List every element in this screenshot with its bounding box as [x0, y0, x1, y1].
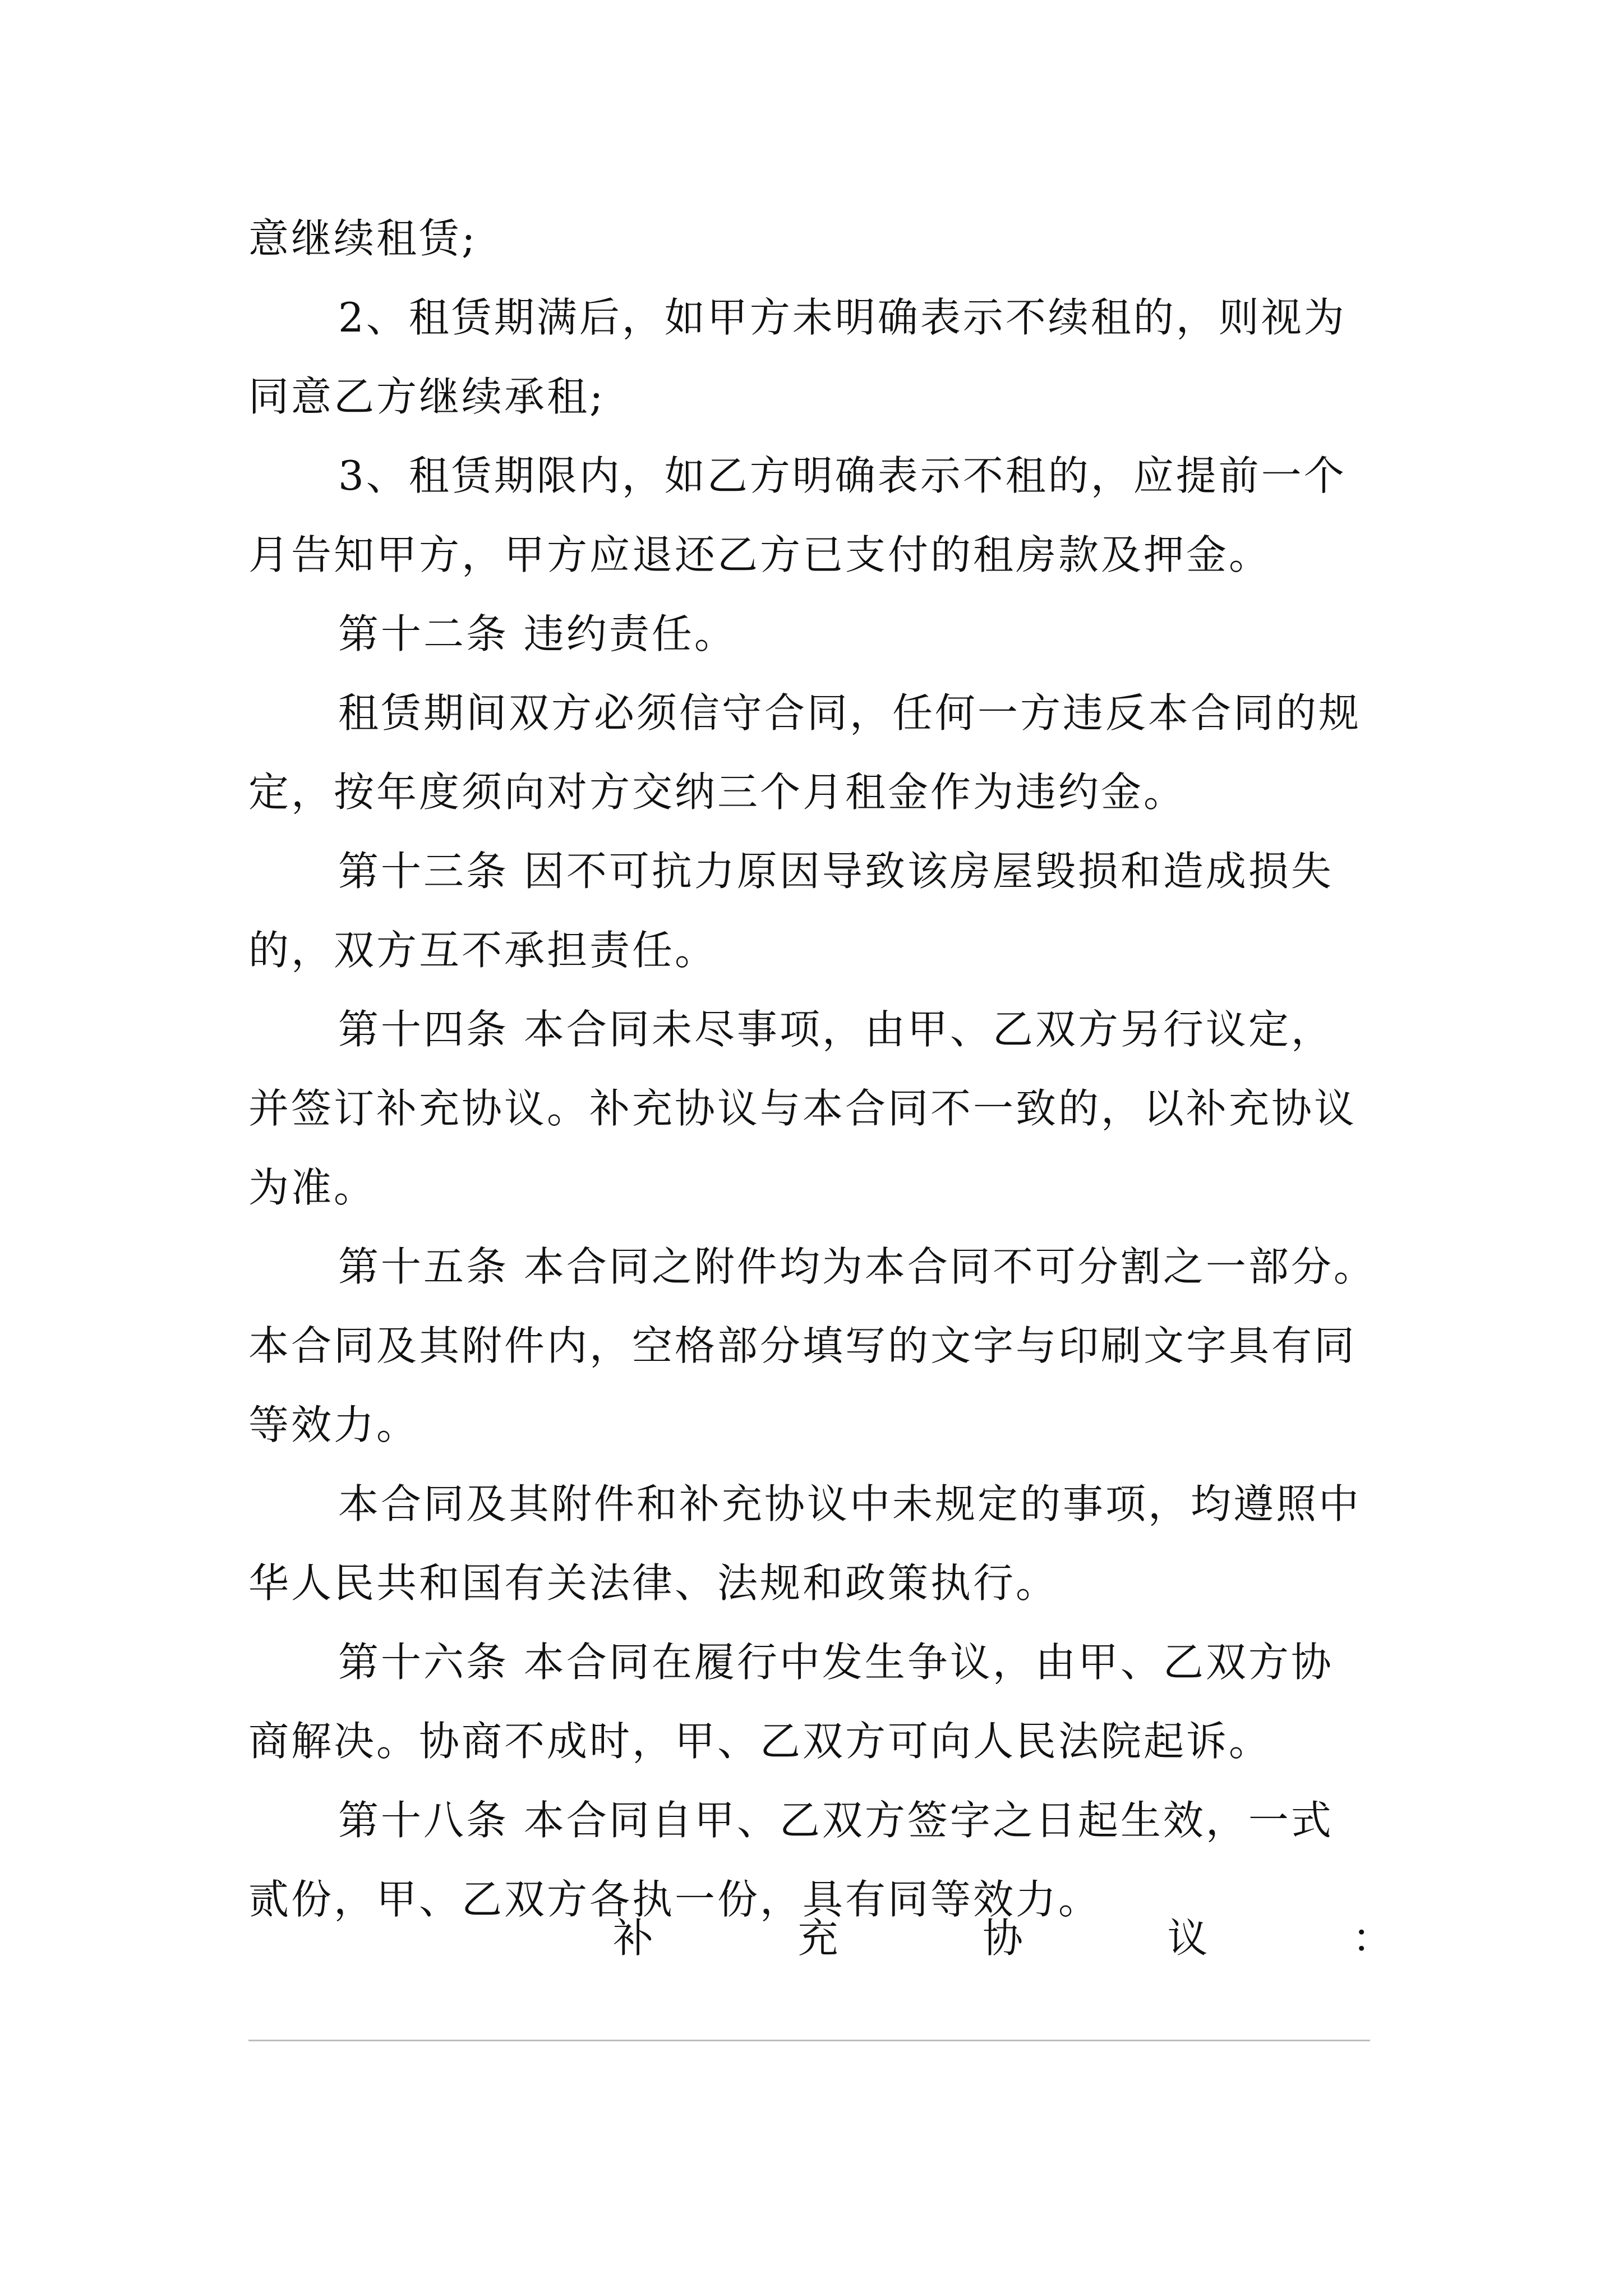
- article-15-line: 第十五条 本合同之附件均为本合同不可分割之一部分。: [338, 1243, 1376, 1290]
- body-line-15: 本合同及其附件内，空格部分填写的文字与印刷文字具有同: [248, 1322, 1357, 1369]
- article-12-heading: 第十二条 违约责任。: [338, 610, 737, 657]
- body-line-8: 定，按年度须向对方交纳三个月租金作为违约金。: [248, 769, 1187, 816]
- body-line-10: 的，双方互不承担责任。: [248, 927, 718, 974]
- supplement-char-3: 协: [982, 1915, 1023, 1962]
- body-line-17: 本合同及其附件和补充协议中未规定的事项，均遵照中: [338, 1480, 1362, 1527]
- body-line-13: 为准。: [248, 1164, 377, 1211]
- supplement-char-1: 补: [613, 1915, 654, 1962]
- supplement-heading: [248, 1899, 1393, 1978]
- body-line-12: 并签订补充协议。补充协议与本合同不一致的，以补充协议: [248, 1085, 1357, 1132]
- body-line-1: 意继续租赁;: [248, 215, 478, 262]
- fill-in-underline: [248, 2040, 1370, 2041]
- body-line-20: 商解决。协商不成时，甲、乙双方可向人民法院起诉。: [248, 1718, 1272, 1765]
- contract-body: [248, 199, 1393, 1939]
- body-line-3: 同意乙方继续承租;: [248, 373, 606, 420]
- supplement-char-4: 议: [1167, 1915, 1208, 1962]
- body-line-2: 2、租赁期满后，如甲方未明确表示不续租的，则视为: [338, 294, 1347, 341]
- article-16-line: 第十六条 本合同在履行中发生争议，由甲、乙双方协: [338, 1639, 1334, 1686]
- body-line-18: 华人民共和国有关法律、法规和政策执行。: [248, 1559, 1059, 1607]
- article-13-line: 第十三条 因不可抗力原因导致该房屋毁损和造成损失: [338, 848, 1334, 895]
- body-line-7: 租赁期间双方必须信守合同，任何一方违反本合同的规: [338, 689, 1362, 737]
- supplement-colon: ：: [1352, 1915, 1393, 1962]
- article-14-line: 第十四条 本合同未尽事项，由甲、乙双方另行议定，: [338, 1006, 1334, 1053]
- supplement-char-2: 充: [797, 1915, 838, 1962]
- body-line-16: 等效力。: [248, 1401, 419, 1448]
- body-line-22: 贰份，甲、乙双方各执一份，具有同等效力。: [248, 1876, 1101, 1923]
- body-line-5: 月告知甲方，甲方应退还乙方已支付的租房款及押金。: [248, 531, 1272, 578]
- body-line-4: 3、租赁期限内，如乙方明确表示不租的，应提前一个: [338, 452, 1347, 499]
- article-18-line: 第十八条 本合同自甲、乙双方签字之日起生效，一式: [338, 1797, 1334, 1844]
